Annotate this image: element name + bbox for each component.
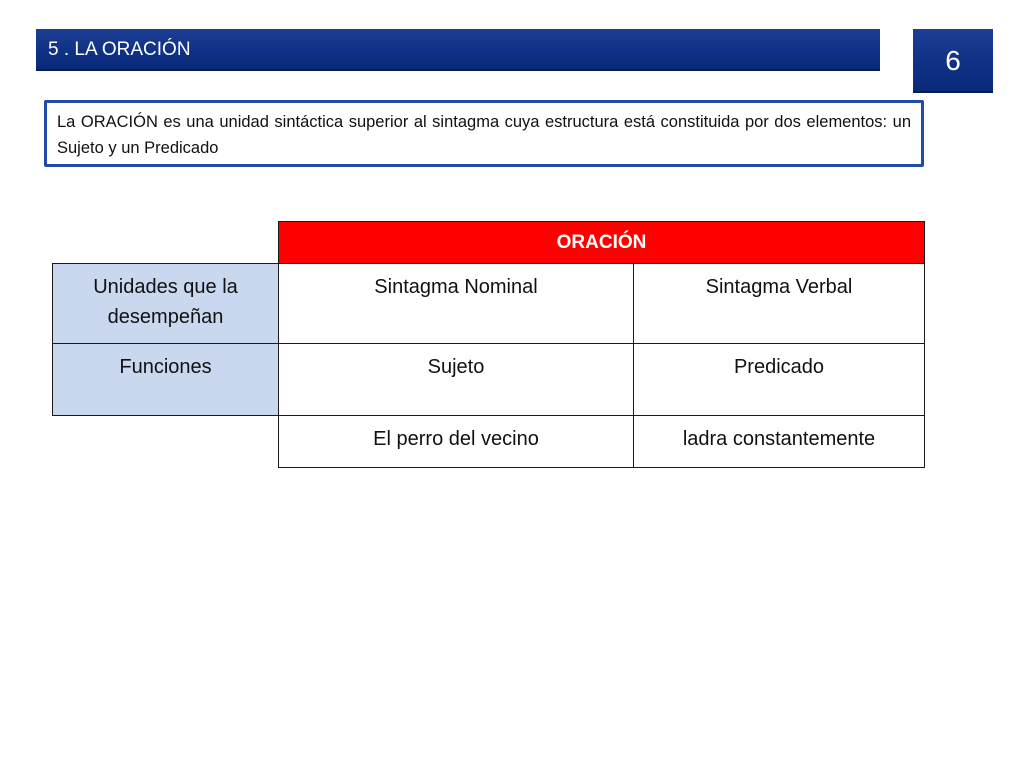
row-label-empty — [53, 416, 279, 468]
slide-number-badge — [913, 29, 993, 93]
row-label-unidades: Unidades que la desempeñan — [53, 264, 279, 344]
definition-text: La ORACIÓN es una unidad sintáctica superior al sintagma cuya estructura está constituida por dos elementos: un Sujeto y un Predicado — [57, 113, 911, 157]
cell-sintagma-nominal: Sintagma Nominal — [279, 264, 634, 344]
table-row — [53, 264, 925, 344]
table-row — [53, 416, 925, 468]
slide-title-bar — [36, 29, 880, 71]
cell-sujeto: Sujeto — [279, 344, 634, 416]
oracion-table — [52, 221, 925, 468]
table-row — [53, 344, 925, 416]
table-corner-empty — [53, 222, 279, 264]
cell-sintagma-verbal: Sintagma Verbal — [634, 264, 925, 344]
cell-predicado: Predicado — [634, 344, 925, 416]
slide-number: 6 — [945, 45, 961, 76]
cell-example-subject: El perro del vecino — [279, 416, 634, 468]
definition-box — [44, 100, 924, 167]
row-label-funciones: Funciones — [53, 344, 279, 416]
cell-example-predicate: ladra constantemente — [634, 416, 925, 468]
table-header-row — [53, 222, 925, 264]
table-header-oracion: ORACIÓN — [279, 222, 925, 264]
slide-title: 5 . LA ORACIÓN — [48, 39, 191, 60]
